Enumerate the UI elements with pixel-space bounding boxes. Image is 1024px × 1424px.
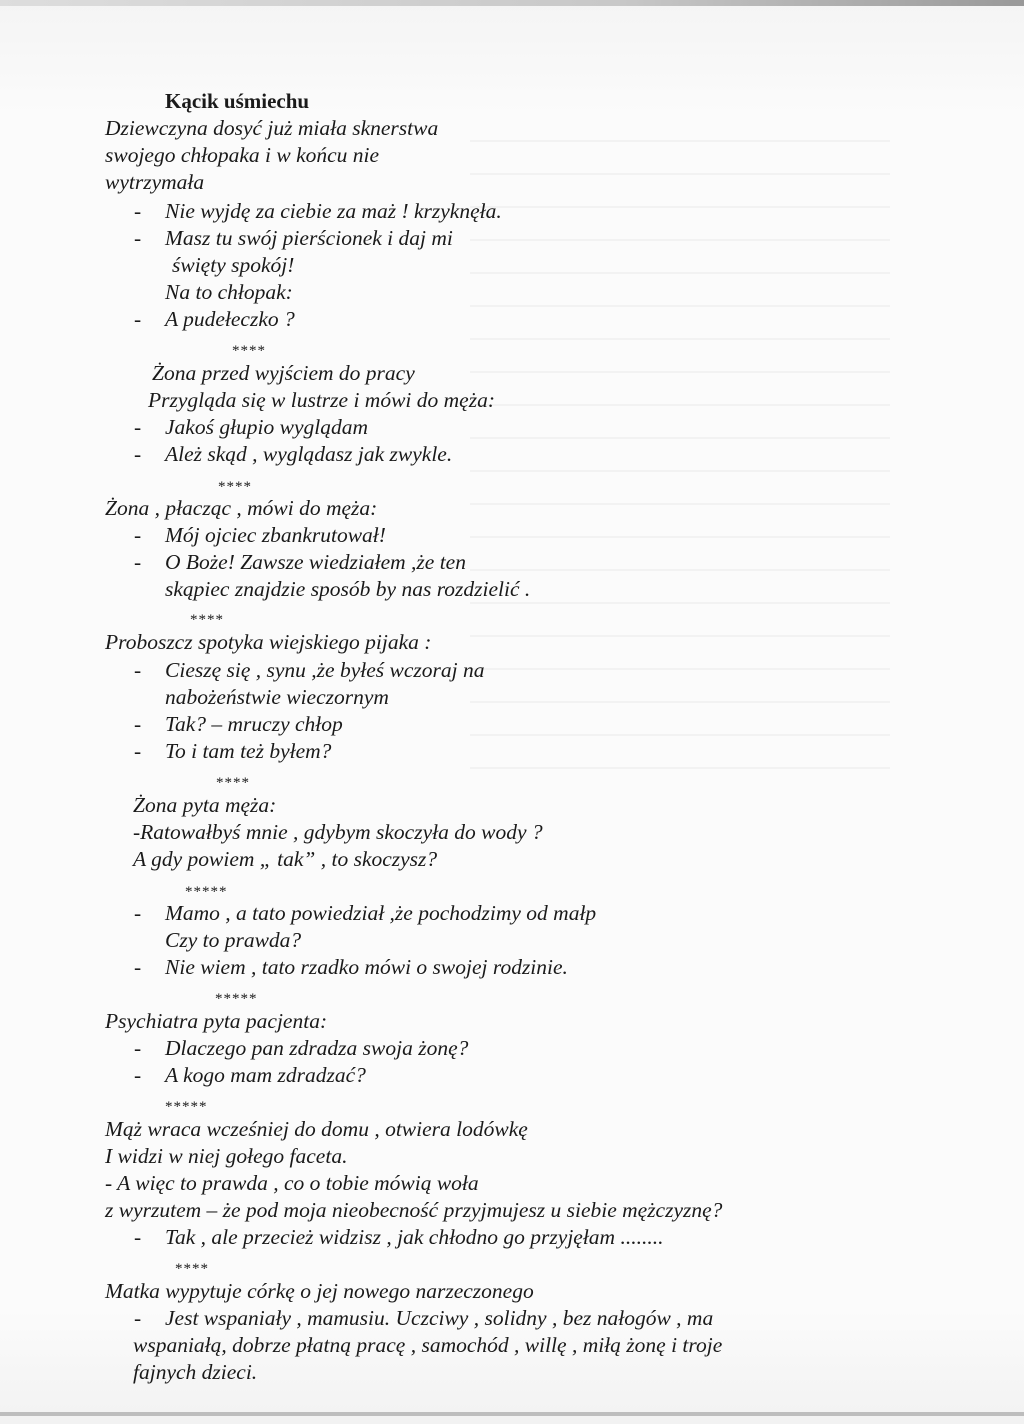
list-dash: - xyxy=(134,1063,142,1087)
list-dash: - xyxy=(134,307,142,331)
text-line: Żona pyta męża: xyxy=(133,793,277,817)
text-line: A pudełeczko ? xyxy=(165,307,295,331)
list-dash: - xyxy=(134,739,142,763)
list-dash: - xyxy=(134,442,142,466)
list-dash: - xyxy=(134,199,142,223)
text-line: święty spokój! xyxy=(172,253,295,277)
separator-stars: **** xyxy=(216,775,250,791)
list-dash: - xyxy=(134,415,142,439)
text-line: Masz tu swój pierścionek i daj mi xyxy=(165,226,453,250)
text-line: Żona , płacząc , mówi do męża: xyxy=(105,496,378,520)
list-dash: - xyxy=(134,523,142,547)
text-line: A kogo mam zdradzać? xyxy=(165,1063,366,1087)
text-line: Ależ skąd , wyglądasz jak zwykle. xyxy=(165,442,453,466)
text-line: skąpiec znajdzie sposób by nas rozdzielić . xyxy=(165,577,531,601)
text-line: Psychiatra pyta pacjenta: xyxy=(105,1009,328,1033)
text-line: -Ratowałbyś mnie , gdybym skoczyła do wody ? xyxy=(133,820,543,844)
text-line: Mamo , a tato powiedział ,że pochodzimy od małp xyxy=(165,901,597,925)
separator-stars: **** xyxy=(218,479,252,495)
text-line: Mąż wraca wcześniej do domu , otwiera lodówkę xyxy=(105,1117,528,1141)
text-line: Dlaczego pan zdradza swoja żonę? xyxy=(165,1036,469,1060)
text-line: swojego chłopaka i w końcu nie xyxy=(105,143,380,167)
text-line: - A więc to prawda , co o tobie mówią woła xyxy=(105,1171,479,1195)
text-line: wytrzymała xyxy=(105,170,205,194)
separator-stars: ***** xyxy=(185,884,228,900)
text-line: Jest wspaniały , mamusiu. Uczciwy , solidny , bez nałogów , ma xyxy=(165,1306,714,1330)
text-line: Na to chłopak: xyxy=(165,280,293,304)
text-line: Jakoś głupio wyglądam xyxy=(165,415,369,439)
text-line: Dziewczyna dosyć już miała sknerstwa xyxy=(105,116,439,140)
separator-stars: ***** xyxy=(215,991,258,1007)
list-dash: - xyxy=(134,658,142,682)
text-line: Czy to prawda? xyxy=(165,928,302,952)
list-dash: - xyxy=(134,1306,142,1330)
list-dash: - xyxy=(134,955,142,979)
text-line: Tak , ale przecież widzisz , jak chłodno go przyjęłam ........ xyxy=(165,1225,664,1249)
list-dash: - xyxy=(134,1036,142,1060)
text-line: Mój ojciec zbankrutował! xyxy=(165,523,386,547)
text-line: A gdy powiem „ tak” , to skoczysz? xyxy=(133,847,438,871)
text-line: Przygląda się w lustrze i mówi do męża: xyxy=(148,388,495,412)
text-line: fajnych dzieci. xyxy=(133,1360,258,1384)
list-dash: - xyxy=(134,226,142,250)
list-dash: - xyxy=(134,712,142,736)
text-line: Matka wypytuje córkę o jej nowego narzeczonego xyxy=(105,1279,534,1303)
separator-stars: **** xyxy=(232,343,266,359)
separator-stars: ***** xyxy=(165,1099,208,1115)
text-line: wspaniałą, dobrze płatną pracę , samochód , willę , miłą żonę i troje xyxy=(133,1333,723,1357)
separator-stars: **** xyxy=(190,612,224,628)
text-line: To i tam też byłem? xyxy=(165,739,332,763)
list-dash: - xyxy=(134,1225,142,1249)
text-line: Cieszę się , synu ,że byłeś wczoraj na xyxy=(165,658,485,682)
list-dash: - xyxy=(134,901,142,925)
text-line: nabożeństwie wieczornym xyxy=(165,685,389,709)
text-line: Proboszcz spotyka wiejskiego pijaka : xyxy=(105,630,432,654)
text-line: O Boże! Zawsze wiedziałem ,że ten xyxy=(165,550,466,574)
text-line: I widzi w niej gołego faceta. xyxy=(105,1144,348,1168)
text-line: Nie wyjdę za ciebie za maż ! krzyknęła. xyxy=(165,199,502,223)
separator-stars: **** xyxy=(175,1261,209,1277)
text-line: Żona przed wyjściem do pracy xyxy=(152,361,415,385)
text-line: z wyrzutem – że pod moja nieobecność przyjmujesz u siebie mężczyznę? xyxy=(105,1198,723,1222)
page-title: Kącik uśmiechu xyxy=(165,89,310,113)
list-dash: - xyxy=(134,550,142,574)
text-line: Tak? – mruczy chłop xyxy=(165,712,343,736)
text-line: Nie wiem , tato rzadko mówi o swojej rodzinie. xyxy=(165,955,568,979)
